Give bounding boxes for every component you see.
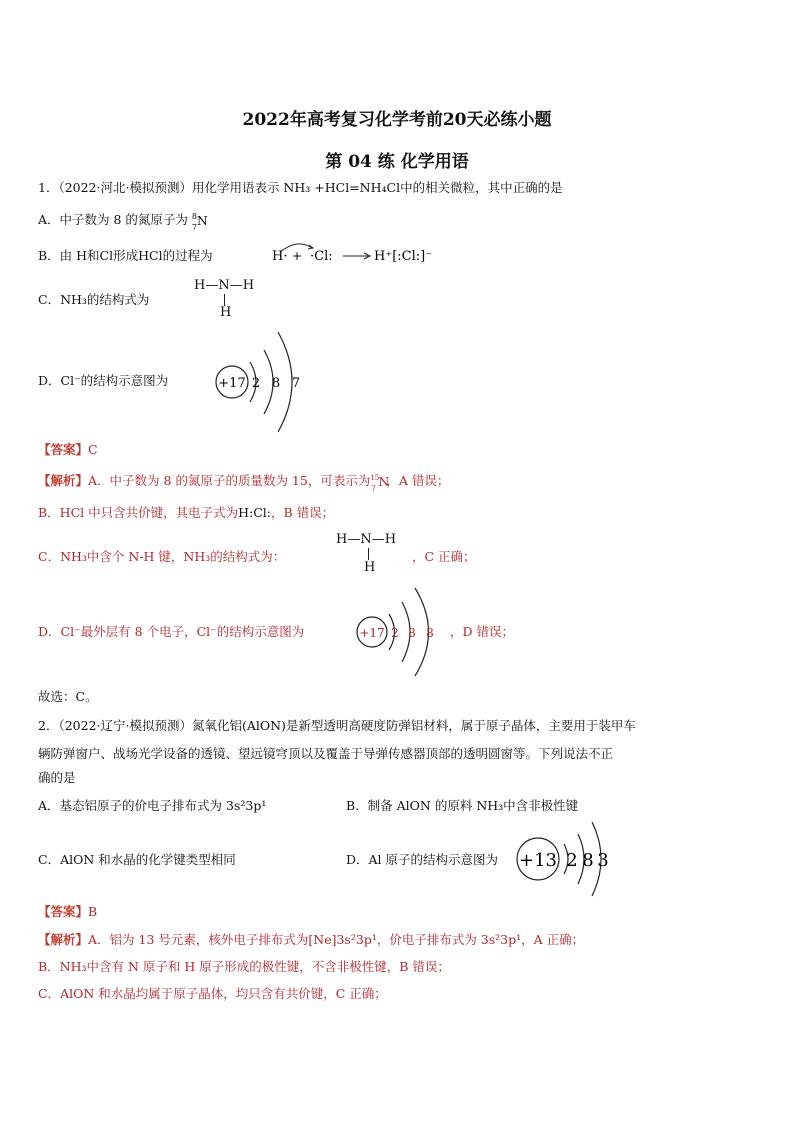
q1-option-a-nuclide [191,211,208,232]
eq-plus: + [292,249,303,263]
nucleus-charge: +13 [519,850,557,871]
answer-value: C [88,442,98,457]
analysis-tag: 【解析】 [38,473,89,488]
shell-2-electrons: 8 [582,850,594,871]
shell-3-electrons: 8 [426,626,434,640]
q1-conclusion: 故选：C。 [38,689,98,704]
page-title: 2022年高考复习化学考前20天必练小题 [242,110,552,130]
q1-explanation-b [38,505,334,521]
answer-value: B [88,904,98,919]
explanation-a-tail: ，A 错误； [386,473,450,488]
q1-option-b [38,248,213,264]
q1-stem: 1．（2022·河北·模拟预测）用化学用语表示 NH₃ +HCl=NH₄Cl中的相关微粒，其中正确的是 [38,180,563,195]
analysis-tag: 【解析】 [38,932,89,947]
q1-option-b-text: B．由 H和Cl形成HCl的过程为 [38,248,213,263]
explanation-a-text: A．中子数为 8 的氮原子的质量数为 15，可表示为 [88,473,371,488]
hcl-formation-diagram [270,238,440,268]
struct-bottom-h: H [220,305,232,320]
shell-1-electrons: 2 [566,850,578,871]
struct-bond-vertical [368,548,369,560]
section-title: 第 04 练 化学用语 [325,152,469,172]
q2-stem-line1: 2．（2022·辽宁·模拟预测）氮氧化铝(AlON)是新型透明高硬度防弹铝材料，属于原子晶体，主要用于装甲车 [38,718,636,733]
nuclide-symbol: N [196,212,208,228]
q2-stem-line3: 确的是 [38,770,76,785]
struct-row: H—N—H [194,278,255,293]
explanation-b-tail: ，B 错误； [271,505,335,520]
q2-option-d: D．Al 原子的结构示意图为 [346,852,499,867]
q1-cl-ion-diagram [212,326,312,438]
eq-cl-atom: ·Cl: [310,249,333,264]
q1-answer [38,442,98,458]
nuclide-symbol: N [378,473,390,489]
nuclide-atomic: 7 [191,222,198,232]
atomic-structure-diagram [354,584,448,680]
shell-2-electrons: 8 [408,626,416,640]
shell-3-electrons: 3 [597,850,609,871]
q2-answer [38,904,97,920]
q1-explanation-d [38,624,304,640]
nucleus-charge: +17 [359,626,385,640]
q1-explanation-c [38,549,285,565]
explanation-c-text: C．NH₃中含个 N-H 键，NH₃的结构式为： [38,549,286,564]
q1-nh3-structure [194,278,264,320]
shell-2-electrons: 8 [271,376,281,391]
nuclide-atomic: 7 [371,484,376,493]
q1-explanation-d-tail: ，D 错误； [450,624,514,639]
q2-explanation-b: B．NH₃中含有 N 原子和 H 原子形成的极性键，不含非极性键，B 错误； [38,959,450,974]
q2-explanation-a [38,932,584,948]
q1-option-a [38,211,208,232]
q1-option-d [38,373,168,389]
struct-row: H—N—H [336,532,397,547]
q2-option-b: B．制备 AlON 的原料 NH₃中含非极性键 [346,798,579,813]
q2-option-c: C．AlON 和水晶的化学键类型相同 [38,852,236,867]
atomic-structure-diagram [212,326,312,438]
answer-tag: 【答案】 [38,442,89,457]
shell-3-electrons: 7 [291,376,301,391]
shell-1-electrons: 2 [251,376,261,391]
explanation-a-nuclide [370,473,390,493]
nucleus-charge: +17 [218,376,246,391]
q1-explanation-c-tail: ，C 正确； [412,549,476,564]
q2-stem-line2: 辆防弹窗户、战场光学设备的透镜、望远镜穹顶以及覆盖于导弹传感器顶部的透明圆窗等。下列说法不正 [38,746,614,761]
q2-al-atom-diagram [512,818,616,900]
q2-option-a: A．基态铝原子的价电子排布式为 3s²3p¹ [38,798,267,813]
q1-option-c-text: C．NH₃的结构式为 [38,292,150,307]
atomic-structure-diagram [512,818,616,900]
nuclide-mass: 15 [370,473,380,482]
q1-explanation-c-structure [336,532,406,576]
hcl-electron-formula: H:Cl: [238,505,272,520]
q1-option-a-text: A．中子数为 8 的氮原子为 [38,212,188,227]
q1-option-d-text: D．Cl⁻的结构示意图为 [38,373,169,388]
struct-bottom-h: H [364,560,376,575]
q1-explanation-a [38,473,450,493]
answer-tag: 【答案】 [38,904,89,919]
nuclide-mass: 8 [191,211,198,221]
explanation-b-text: B．HCl 中只含共价键，其电子式为 [38,505,239,520]
q1-explanation-d-diagram [354,584,448,680]
eq-h-atom: H· [272,249,288,264]
eq-product: H⁺[:Cl:]⁻ [374,249,433,264]
explanation-d-text: D．Cl⁻最外层有 8 个电子，Cl⁻的结构示意图为 [38,624,305,639]
q1-option-c [38,292,149,308]
explanation-a-text: A．铝为 13 号元素，核外电子排布式为[Ne]3s²3p¹，价电子排布式为 3s²3p¹，A 正确； [88,932,585,947]
shell-1-electrons: 2 [391,626,399,640]
q2-explanation-c: C．AlON 和水晶均属于原子晶体，均只含有共价键，C 正确； [38,986,387,1001]
q1-option-b-equation [270,238,440,268]
